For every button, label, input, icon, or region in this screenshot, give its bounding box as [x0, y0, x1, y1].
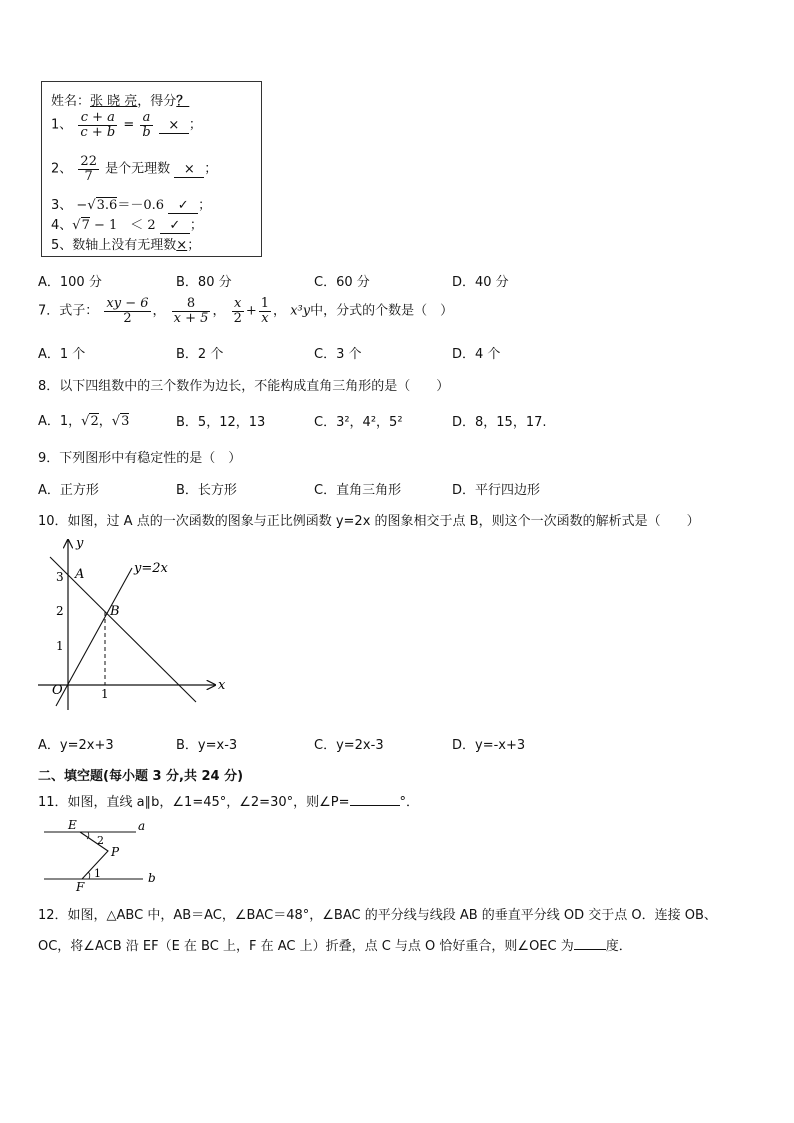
question-suffix: 度．	[605, 939, 632, 954]
fraction-denominator: b	[142, 124, 151, 140]
q10-option-a: A．y=2x+3	[38, 738, 114, 753]
statement-text: 5、数轴上没有无理数	[51, 238, 177, 253]
fraction-denominator: 2	[233, 310, 242, 326]
student-name: 张 晓 亮	[90, 94, 138, 109]
label-p: P	[111, 845, 120, 859]
q8-option-a	[38, 410, 129, 429]
fraction-denominator: 7	[84, 168, 93, 184]
q10-graph	[30, 532, 235, 717]
line-label-y-eq-2x: y=2x	[134, 561, 168, 576]
fraction-numerator: xy − 6	[106, 296, 149, 311]
item-number: 4、	[51, 218, 73, 233]
radicand: 2	[90, 414, 99, 429]
q9-option-c: C．直角三角形	[314, 483, 402, 498]
punctuation: ；	[204, 161, 218, 177]
fraction-numerator: 22	[80, 154, 97, 169]
q10-stem: 10．如图，过 A 点的一次函数的图象与正比例函数 y=2x 的图象相交于点 B，则这个一次函数的解析式是（ ）	[38, 514, 700, 529]
separator: ，	[98, 414, 112, 429]
statement-text: 是个无理数	[105, 161, 171, 177]
fraction-2	[172, 297, 211, 325]
sqrt-symbol: √	[111, 414, 121, 429]
q10-option-d: D．y=-x+3	[452, 738, 526, 753]
q6-option-b: B．80 分	[176, 275, 232, 290]
q11-stem	[38, 791, 419, 810]
grade-item-3	[51, 194, 211, 214]
name-line	[51, 90, 189, 109]
line-through-a-b	[50, 557, 196, 702]
equation-rest: ＝－0.6	[117, 198, 164, 213]
angle-2-arc	[87, 832, 89, 839]
punctuation: ；	[189, 218, 203, 233]
cross-mark: ×	[159, 118, 189, 134]
q7-option-b: B．2 个	[176, 347, 224, 362]
y-axis-label: y	[76, 536, 84, 551]
y-tick-2: 2	[56, 604, 64, 618]
label-1: 1	[94, 867, 101, 880]
q8-option-d: D．8，15，17.	[452, 415, 547, 430]
q9-option-a: A．正方形	[38, 483, 99, 498]
fraction-denominator: c + b	[80, 124, 116, 140]
q10-option-b: B．y=x-3	[176, 738, 238, 753]
item-number: 1、	[51, 117, 73, 133]
minus-sign: −	[76, 198, 88, 213]
q8-option-b: B．5，12，13	[176, 415, 266, 430]
question-suffix: 中，分式的个数是（ ）	[310, 303, 454, 319]
item-number: 3、	[51, 198, 73, 213]
q7-stem: 7．式子： $\frac{xy - 6}{2}$ ， $\frac{8}{x + 5}$ ， $\frac{x}{2}$ + $\frac{1}{x}$ ， x³y中，分式的个数是（ ）	[38, 296, 454, 326]
section-2-title: 二、填空题(每小题 3 分,共 24 分)	[38, 769, 244, 784]
q8-stem: 8．以下四组数中的三个数作为边长，不能构成直角三角形的是（ ）	[38, 379, 450, 394]
radicand: 3	[121, 414, 130, 429]
label-e: E	[68, 818, 77, 832]
question-suffix: °．	[399, 795, 420, 810]
fraction-3a	[232, 297, 244, 325]
monomial: x³y	[290, 303, 311, 319]
cross-mark: ×	[174, 162, 204, 178]
grade-item-2	[51, 155, 217, 183]
label-f: F	[76, 880, 85, 894]
fraction-denominator: 2	[123, 310, 132, 326]
grade-item-4	[51, 214, 203, 234]
check-mark: ✓	[168, 198, 198, 214]
score-value: ？	[176, 94, 190, 109]
plus-sign: +	[245, 303, 257, 319]
origin-label: O	[52, 683, 63, 698]
x-tick-1: 1	[101, 687, 109, 701]
fraction-c-plus-a	[78, 111, 117, 139]
sqrt-symbol: √	[87, 198, 96, 213]
name-label: 姓名：	[51, 94, 91, 109]
q7-option-c: C．3 个	[314, 347, 362, 362]
fraction-numerator: 8	[172, 297, 211, 312]
grading-box	[41, 81, 262, 257]
punctuation: ；	[188, 117, 202, 133]
x-axis-label: x	[218, 678, 226, 693]
inequality-rest: − 1 ＜ 2	[94, 218, 156, 233]
label-a: a	[138, 819, 146, 833]
q11-figure	[38, 814, 173, 894]
fraction-denominator: x + 5	[173, 310, 209, 326]
radicand: 7	[81, 218, 90, 233]
q8-option-c: C．3²，4²，5²	[314, 415, 403, 430]
y-tick-3: 3	[56, 570, 64, 584]
fraction-3b	[259, 297, 271, 325]
option-prefix: A．1，	[38, 414, 82, 429]
q12-line-2	[38, 935, 632, 954]
q10-option-c: C．y=2x-3	[314, 738, 384, 753]
question-prefix: 7．式子：	[38, 303, 99, 319]
fraction-numerator: 1	[260, 296, 270, 311]
fraction-a-over-b	[140, 111, 152, 139]
equals-sign: =	[123, 117, 135, 133]
grade-item-1	[51, 111, 202, 139]
sqrt-symbol: √	[81, 414, 90, 429]
radicand: 3.6	[96, 198, 118, 213]
q9-option-b: B．长方形	[176, 483, 237, 498]
sqrt-symbol: √	[72, 218, 81, 233]
fraction-1	[104, 297, 150, 325]
fraction-numerator: c + a	[78, 111, 117, 126]
check-mark: ✓	[160, 218, 190, 234]
q6-option-a: A．100 分	[38, 275, 102, 290]
answer-blank[interactable]	[350, 805, 400, 806]
question-text: 11．如图，直线 a∥b，∠1=45°，∠2=30°，则∠P=	[38, 795, 350, 810]
item-number: 2、	[51, 161, 73, 177]
label-2: 2	[97, 834, 104, 847]
fraction-numerator: a	[140, 111, 152, 126]
point-a-label: A	[75, 567, 85, 582]
punctuation: ；	[187, 238, 201, 253]
q9-option-d: D．平行四边形	[452, 483, 541, 498]
q7-option-a: A．1 个	[38, 347, 86, 362]
q7-option-d: D．4 个	[452, 347, 501, 362]
fraction-denominator: x	[261, 310, 269, 326]
y-tick-1: 1	[56, 639, 64, 653]
point-b-label: B	[110, 604, 120, 619]
q12-line-1: 12．如图，△ABC 中，AB＝AC，∠BAC＝48°，∠BAC 的平分线与线段 AB 的垂直平分线 OD 交于点 O．连接 OB、	[38, 908, 717, 923]
answer-blank[interactable]	[574, 949, 606, 950]
q6-option-d: D．40 分	[452, 275, 509, 290]
question-text: OC，将∠ACB 沿 EF（E 在 BC 上，F 在 AC 上）折叠，点 C 与点 O 恰好重合，则∠OEC 为	[38, 939, 574, 954]
fraction-22-over-7	[78, 155, 99, 183]
score-label: ，得分	[137, 94, 177, 109]
cross-mark: ×	[176, 238, 188, 253]
fraction-numerator: x	[232, 297, 244, 312]
q6-option-c: C．60 分	[314, 275, 370, 290]
punctuation: ；	[198, 198, 212, 213]
q9-stem: 9．下列图形中有稳定性的是（ ）	[38, 451, 242, 466]
grade-item-5	[51, 234, 200, 253]
label-b: b	[148, 871, 156, 885]
